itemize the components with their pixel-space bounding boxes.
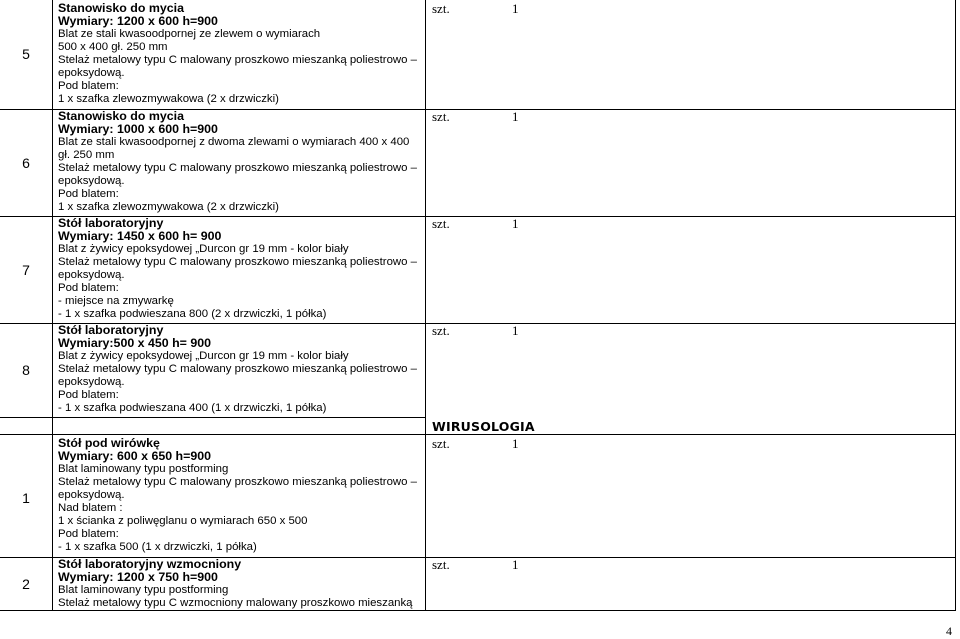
item-spec-line: Pod blatem: [58, 282, 119, 295]
item-spec-line: Stelaż metalowy typu C malowany proszkowo mieszanką poliestrowo – [58, 363, 417, 376]
col-divider-3 [955, 0, 956, 610]
item-spec-line: Pod blatem: [58, 188, 119, 201]
unit-label: szt. [432, 323, 450, 338]
item-spec-line: epoksydową. [58, 175, 125, 188]
item-spec-line: Stelaż metalowy typu C malowany proszkowo mieszanką poliestrowo – [58, 256, 417, 269]
unit-label: szt. [432, 557, 450, 572]
page-number: 4 [946, 624, 952, 638]
unit-label: szt. [432, 436, 450, 451]
item-spec-line: Blat ze stali kwasoodpornej z dwoma zlewami o wymiarach 400 x 400 [58, 136, 410, 149]
item-spec-line: Blat laminowany typu postforming [58, 463, 229, 476]
item-spec-line: - 1 x szafka 500 (1 x drzwiczki, 1 półka) [58, 541, 257, 554]
item-spec-line: Blat laminowany typu postforming [58, 584, 229, 597]
item-heading: Stanowisko do mycia [58, 109, 185, 123]
item-spec-line: epoksydową. [58, 67, 125, 80]
item-heading: Wymiary: 1200 x 600 h=900 [58, 14, 218, 29]
row-description [58, 217, 418, 321]
item-spec-line: 1 x ścianka z poliwęglanu o wymiarach 650 x 500 [58, 515, 308, 528]
row-description [58, 2, 418, 106]
item-spec-line: Pod blatem: [58, 389, 119, 402]
row-number: 7 [22, 262, 30, 278]
row-number: 5 [22, 46, 30, 62]
item-spec-line: Nad blatem : [58, 502, 123, 515]
section-heading: WIRUSOLOGIA [432, 419, 535, 434]
row-divider [0, 434, 956, 435]
item-spec-line: - 1 x szafka podwieszana 400 (1 x drzwiczki, 1 półka) [58, 402, 327, 415]
item-heading: Stół pod wirówkę [58, 436, 160, 450]
quantity-value: 1 [512, 436, 519, 451]
row-description [58, 437, 418, 554]
item-spec-line: Blat ze stali kwasoodpornej ze zlewem o wymiarach [58, 28, 321, 41]
item-heading: Stół laboratoryjny [58, 323, 164, 337]
item-heading: Wymiary: 1000 x 600 h=900 [58, 122, 218, 137]
item-spec-line: 1 x szafka zlewozmywakowa (2 x drzwiczki) [58, 201, 279, 214]
item-spec-line: Blat z żywicy epoksydowej „Durcon gr 19 mm - kolor biały [58, 243, 349, 256]
col-divider-1 [52, 0, 53, 610]
item-heading: Wymiary: 600 x 650 h=900 [58, 449, 212, 464]
row-description [58, 110, 418, 214]
item-heading: Wymiary: 1450 x 600 h= 900 [58, 229, 222, 244]
item-heading: Stół laboratoryjny [58, 216, 164, 230]
quantity-value: 1 [512, 109, 519, 124]
quantity-value: 1 [512, 323, 519, 338]
item-spec-line: epoksydową. [58, 376, 125, 389]
row-divider [0, 417, 426, 418]
quantity-value: 1 [512, 557, 519, 572]
item-spec-line: epoksydową. [58, 269, 125, 282]
item-heading: Wymiary: 1200 x 750 h=900 [58, 570, 218, 585]
row-number: 8 [22, 362, 30, 378]
row-description [58, 324, 418, 415]
item-spec-line: Stelaż metalowy typu C malowany proszkowo mieszanką poliestrowo – [58, 162, 417, 175]
item-heading: Stanowisko do mycia [58, 1, 185, 15]
item-spec-line: - 1 x szafka podwieszana 800 (2 x drzwiczki, 1 półka) [58, 308, 327, 321]
quantity-value: 1 [512, 1, 519, 16]
row-number: 1 [22, 490, 30, 506]
item-spec-line: Stelaż metalowy typu C malowany proszkowo mieszanką poliestrowo – [58, 476, 417, 489]
unit-label: szt. [432, 216, 450, 231]
item-spec-line: 500 x 400 gł. 250 mm [58, 41, 168, 54]
unit-label: szt. [432, 109, 450, 124]
item-heading: Wymiary:500 x 450 h= 900 [58, 336, 212, 351]
row-description [58, 558, 418, 610]
item-spec-line: Blat z żywicy epoksydowej „Durcon gr 19 mm - kolor biały [58, 350, 349, 363]
item-spec-line: epoksydową. [58, 489, 125, 502]
col-divider-2 [425, 0, 426, 610]
row-number: 6 [22, 155, 30, 171]
row-number: 2 [22, 576, 30, 592]
item-heading: Stół laboratoryjny wzmocniony [58, 557, 242, 571]
item-spec-line: Stelaż metalowy typu C wzmocniony malowany proszkowo mieszanką [58, 597, 413, 610]
quantity-value: 1 [512, 216, 519, 231]
item-spec-line: Pod blatem: [58, 528, 119, 541]
unit-label: szt. [432, 1, 450, 16]
item-spec-line: gł. 250 mm [58, 149, 115, 162]
item-spec-line: 1 x szafka zlewozmywakowa (2 x drzwiczki) [58, 93, 279, 106]
item-spec-line: Stelaż metalowy typu C malowany proszkowo mieszanką poliestrowo – [58, 54, 417, 67]
item-spec-line: Pod blatem: [58, 80, 119, 93]
item-spec-line: - miejsce na zmywarkę [58, 295, 174, 308]
